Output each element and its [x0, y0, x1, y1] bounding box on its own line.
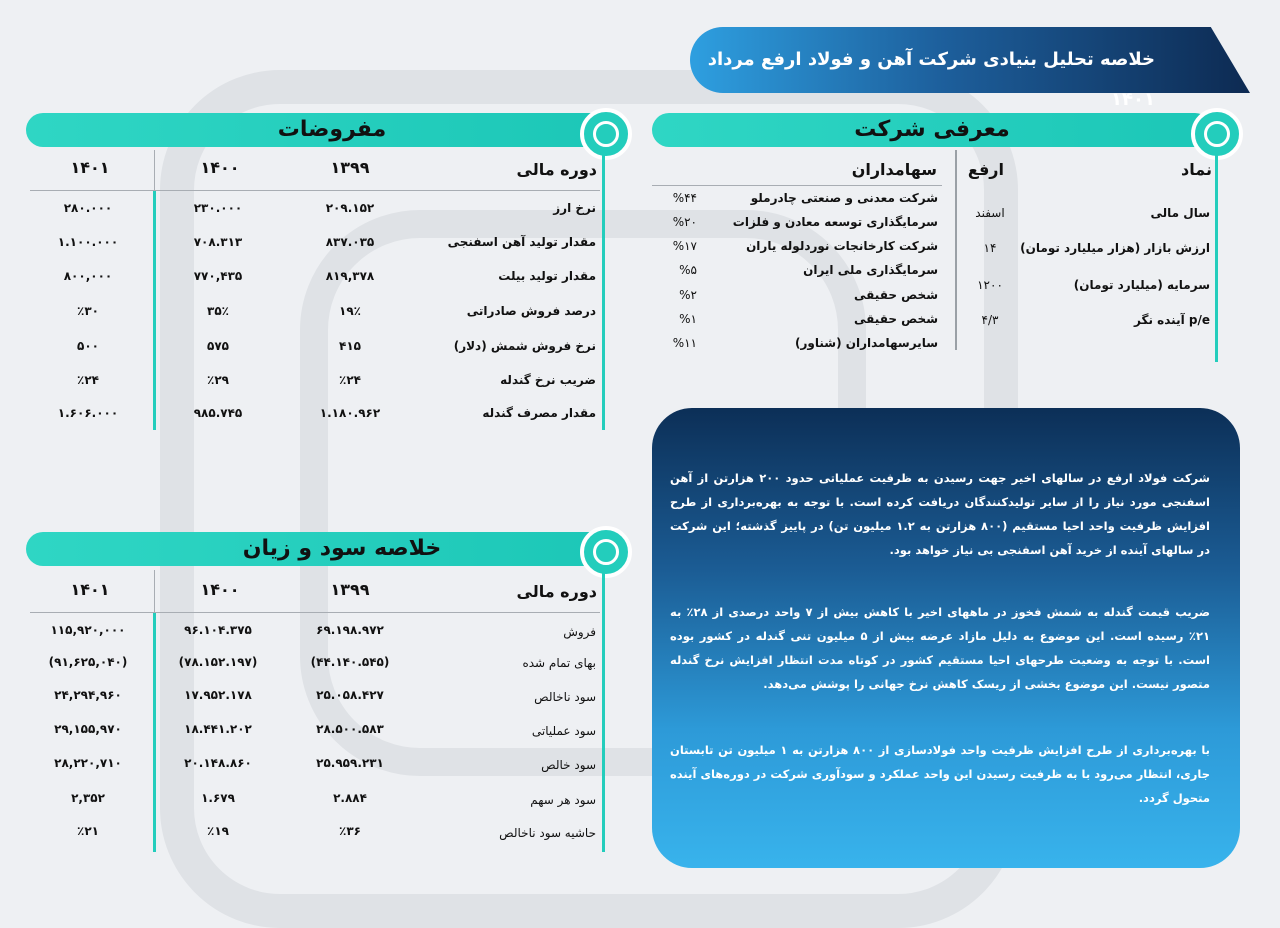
assumption-value: ٪۲۴	[339, 373, 361, 387]
assumption-value: ۹۸۵.۷۴۵	[193, 406, 243, 420]
pnl-value: ۹۶.۱۰۴.۳۷۵	[184, 623, 252, 637]
assumption-value: ۵۷۵	[207, 339, 229, 353]
page-title: خلاصه تحلیل بنیادی شرکت آهن و فولاد ارفع مرداد ۱۴۰۱	[707, 49, 1155, 110]
pnl-label: سود خالص	[541, 758, 596, 772]
shareholder-pct: %۱۱	[672, 336, 697, 350]
assumption-value: ۸۰۰,۰۰۰	[63, 269, 113, 283]
intro-row-value: ۱۴	[983, 241, 997, 255]
shareholder-name: شرکت کارخانجات نوردلوله یاران	[746, 239, 938, 253]
shareholder-name: شخص حقیقی	[854, 288, 938, 302]
assumption-label: ضریب نرخ گندله	[500, 373, 596, 387]
intro-row-value: ۱۲۰۰	[977, 278, 1003, 292]
pnl-value: ۲۸.۵۰۰.۵۸۳	[316, 722, 384, 736]
pnl-value: (۴۴.۱۴۰.۵۴۵)	[310, 655, 390, 669]
pnl-year: ۱۴۰۱	[70, 580, 110, 599]
assumption-value: ٪۳۰	[77, 304, 99, 318]
intro-row-label: سال مالی	[1150, 206, 1210, 220]
assumption-value: ۲۸۰.۰۰۰	[63, 201, 113, 215]
intro-row-value: ۴/۳	[981, 313, 999, 327]
intro-row-label: سرمایه (میلیارد تومان)	[1073, 278, 1210, 292]
pnl-value: ۱۱۵,۹۲۰,۰۰۰	[50, 623, 126, 637]
shareholder-name: سرمایگذاری ملی ایران	[803, 263, 938, 277]
pnl-value: (۷۸.۱۵۲.۱۹۷)	[178, 655, 258, 669]
analysis-paragraph: ضریب قیمت گندله به شمش فخوز در ماههای اخیر با کاهش بیش از ۷ واحد درصدی از ۲۸٪ به ۲۱٪ رسیده است. این موضوع به دلیل مازاد عرضه بیش از ۵ میلیون تنی گندله در کشور بوده است. با توجه به وضعیت طرحهای احیا مستقیم کشور در کوتاه مدت انتظار افزایش نرخ گندله متصور نیست. این موضوع بخشی از ریسک کاهش نرخ جهانی را پوشش می‌دهد.	[670, 605, 1210, 691]
pnl-value: ۲۵.۰۵۸.۴۲۷	[316, 688, 384, 702]
pnl-value: ۱۸.۴۴۱.۲۰۲	[184, 722, 252, 736]
assumption-value: ۸۳۷.۰۳۵	[325, 235, 375, 249]
pnl-year: ۱۴۰۰	[200, 580, 240, 599]
shareholder-pct: %۲۰	[672, 215, 697, 229]
pnl-value: ۲۰.۱۴۸.۸۶۰	[184, 756, 252, 770]
shareholder-name: شخص حقیقی	[854, 312, 938, 326]
pnl-divider	[602, 570, 605, 852]
assumption-value: ۱۹٪	[339, 304, 361, 318]
pnl-heading: خلاصه سود و زیان	[26, 532, 618, 566]
assumption-value: ۸۱۹,۳۷۸	[325, 269, 375, 283]
pnl-left-divider	[153, 612, 156, 852]
symbol-value: ارفع	[967, 160, 1004, 179]
assumption-value: ۲۳۰.۰۰۰	[193, 201, 243, 215]
pnl-value: ۲,۳۵۲	[71, 791, 105, 805]
intro-column-rule	[955, 150, 957, 350]
intro-row-label: p/e آینده نگر	[1134, 313, 1210, 327]
shareholder-name: شرکت معدنی و صنعتی چادرملو	[750, 191, 938, 205]
analysis-paragraph: با بهره‌برداری از طرح افزایش ظرفیت واحد فولادسازی از ۸۰۰ هزارتن به ۱ میلیون تن تابستان جاری، انتظار می‌رود با به ظرفیت رسیدن این واحد عملکرد و سودآوری شرکت در دوره‌های آینده متحول گردد.	[670, 743, 1210, 805]
assumption-value: ۴۱۵	[339, 339, 361, 353]
intro-row-label: ارزش بازار (هزار میلیارد تومان)	[1020, 241, 1210, 255]
assumption-value: ۷۷۰,۴۳۵	[193, 269, 243, 283]
assumptions-header-rule	[30, 190, 600, 191]
assumption-value: ۵۰۰	[77, 339, 99, 353]
assumptions-col-rule	[154, 150, 155, 190]
shareholder-pct: %۲	[679, 288, 697, 302]
analysis-paragraph: شرکت فولاد ارفع در سالهای اخیر جهت رسیدن به ظرفیت عملیاتی حدود ۲۰۰ هزارتن از آهن اسفنجی مورد نیاز را از سایر تولیدکنندگان دریافت کرده است. با توجه به بهره‌برداری از طرح افزایش ظرفیت واحد احیا مستقیم (۸۰۰ هزارتن به ۱.۲ میلیون تن) در پاییز گذشته؛ این شرکت در سالهای آینده از خرید آهن اسفنجی بی نیاز خواهد بود.	[670, 471, 1210, 557]
pnl-value: ۲۴,۲۹۴,۹۶۰	[54, 688, 122, 702]
assumption-label: نرخ فروش شمش (دلار)	[453, 339, 596, 353]
assumption-label: مقدار تولید بیلت	[498, 269, 596, 283]
shareholder-name: سرمایگذاری توسعه معادن و فلزات	[732, 215, 938, 229]
intro-row-value: اسفند	[975, 206, 1005, 220]
pnl-label: سود ناخالص	[534, 690, 596, 704]
assumption-value: ۷۰۸.۳۱۳	[193, 235, 243, 249]
intro-divider	[1215, 150, 1218, 362]
shareholder-name: سایرسهامداران (شناور)	[795, 336, 938, 350]
pnl-label: فروش	[563, 625, 596, 639]
pnl-header-rule	[30, 612, 600, 613]
intro-heading: معرفی شرکت	[652, 113, 1212, 147]
assumption-label: مقدار تولید آهن اسفنجی	[447, 235, 596, 249]
assumption-value: ۱.۶۰۶.۰۰۰	[57, 406, 119, 420]
assumption-label: درصد فروش صادراتی	[466, 304, 596, 318]
pnl-value: ۲۵.۹۵۹.۲۳۱	[316, 756, 384, 770]
assumption-value: ٪۲۹	[207, 373, 229, 387]
assumptions-heading: مفروضات	[26, 113, 618, 147]
pnl-value: ٪۱۹	[207, 824, 229, 838]
assumptions-year: ۱۴۰۱	[70, 158, 110, 177]
assumptions-year: ۱۳۹۹	[330, 158, 370, 177]
pnl-label: سود عملیاتی	[531, 724, 596, 738]
pnl-value: ۱.۶۷۹	[201, 791, 235, 805]
pnl-label: حاشیه سود ناخالص	[499, 826, 596, 840]
assumptions-year: ۱۴۰۰	[200, 158, 240, 177]
assumption-value: ۱.۱۰۰.۰۰۰	[57, 235, 119, 249]
pnl-value: ۶۹.۱۹۸.۹۷۲	[316, 623, 384, 637]
pnl-period-label: دوره مالی	[516, 582, 597, 601]
pnl-value: ۱۷.۹۵۲.۱۷۸	[184, 688, 252, 702]
symbol-label: نماد	[1181, 160, 1212, 179]
pnl-value: ۲۹,۱۵۵,۹۷۰	[54, 722, 122, 736]
assumption-value: ٪۲۴	[77, 373, 99, 387]
assumption-label: نرخ ارز	[553, 201, 596, 215]
assumption-value: ۳۵٪	[207, 304, 229, 318]
assumptions-left-divider	[153, 190, 156, 430]
shareholder-pct: %۱	[679, 312, 697, 326]
pnl-value: ٪۳۶	[339, 824, 361, 838]
pnl-value: ۲۸,۲۲۰,۷۱۰	[54, 756, 122, 770]
pnl-value: (۹۱,۶۲۵,۰۴۰)	[48, 655, 128, 669]
pnl-year: ۱۳۹۹	[330, 580, 370, 599]
pnl-value: ۲.۸۸۴	[333, 791, 367, 805]
assumptions-circle-icon	[580, 108, 632, 160]
assumption-label: مقدار مصرف گندله	[482, 406, 596, 420]
pnl-col-rule	[154, 570, 155, 612]
shareholder-pct: %۵	[679, 263, 697, 277]
assumptions-divider	[602, 150, 605, 430]
pnl-label: بهای تمام شده	[522, 656, 596, 670]
pnl-label: سود هر سهم	[530, 793, 596, 807]
assumption-value: ۱.۱۸۰.۹۶۲	[319, 406, 381, 420]
intro-header-rule	[652, 185, 942, 186]
shareholder-pct: %۴۴	[672, 191, 697, 205]
assumptions-period-label: دوره مالی	[516, 160, 597, 179]
shareholders-label: سهامداران	[851, 160, 937, 179]
pnl-value: ٪۲۱	[77, 824, 99, 838]
shareholder-pct: %۱۷	[672, 239, 697, 253]
pnl-circle-icon	[580, 526, 632, 578]
assumption-value: ۲۰۹.۱۵۲	[325, 201, 375, 215]
